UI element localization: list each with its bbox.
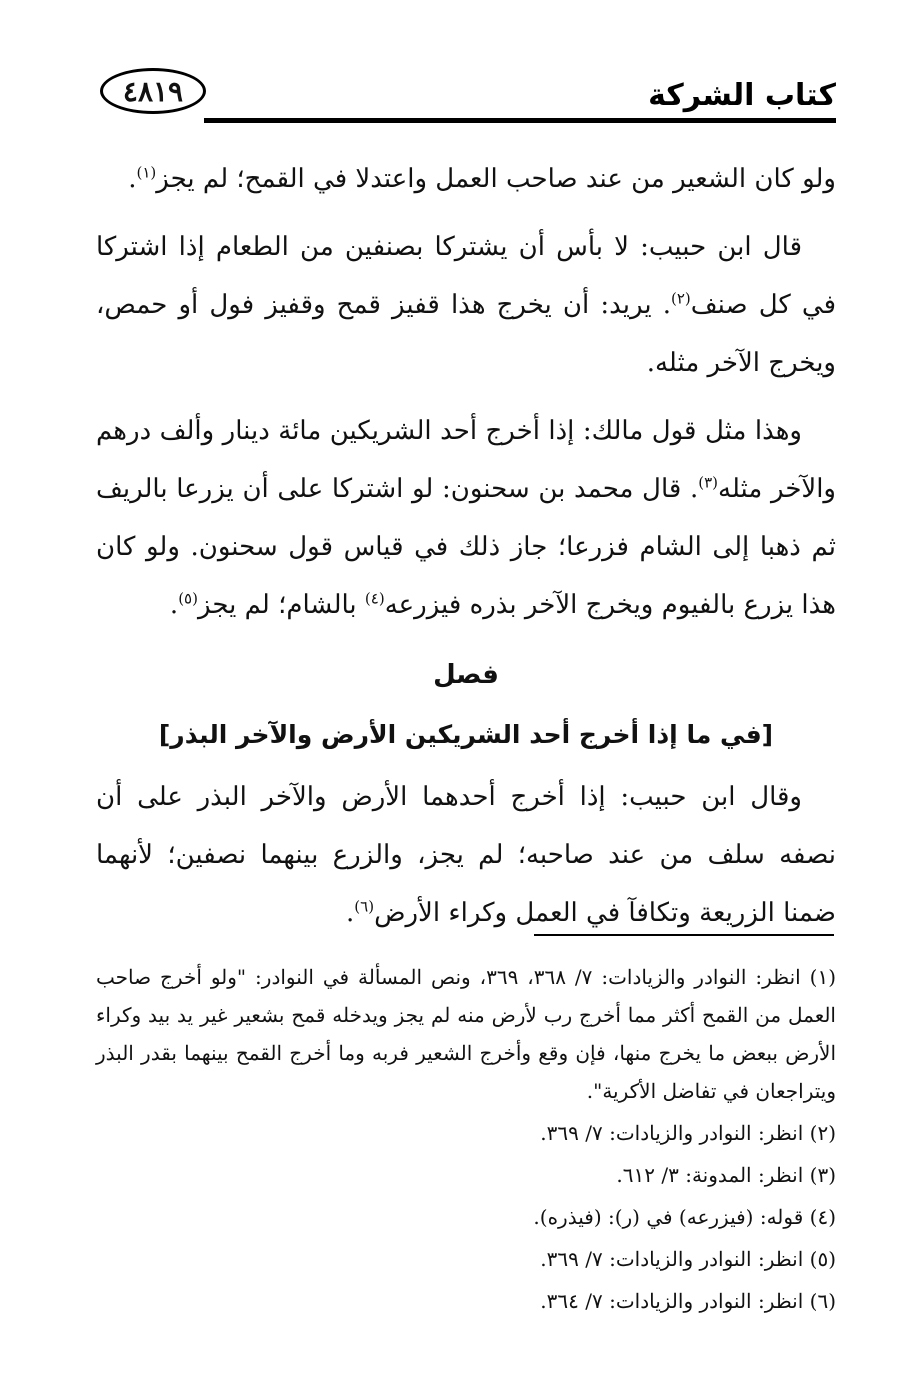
footnote-separator — [534, 934, 834, 936]
footnote: (١) انظر: النوادر والزيادات: ٧/ ٣٦٨، ٣٦٩، ونص المسألة في النوادر: "ولو أخرج صاحب العمل من القمح أكثر مما أخرج رب لأرض منه لم يجز ويدخله قمح بشعير غير يد بيد وكراء الأرض ببعض ما يخرج منها، فإن وقع وأخرج الشعير فربه وما أخرج القمح بينهما بقدر البذر ويتراجعان في تفاضل الأكرية". — [96, 965, 836, 1103]
paragraph — [96, 218, 836, 392]
paragraph-text: . — [169, 590, 179, 620]
paragraph — [96, 768, 836, 942]
footnote-reference[interactable]: (٥) — [178, 589, 198, 608]
page-header — [96, 60, 836, 130]
book-title: كتاب الشركة — [648, 78, 836, 113]
footnote: (٢) انظر: النوادر والزيادات: ٧/ ٣٦٩. — [540, 1121, 836, 1145]
header-rule — [204, 118, 836, 123]
paragraph-text: وقال ابن حبيب: إذا أخرج أحدهما الأرض والآخر البذر على أن نصفه سلف من عند صاحبه؛ لم يجز، والزرع بينهما نصفين؛ لأنهما ضمنا الزريعة وتكافآ في العمل وكراء الأرض — [96, 782, 836, 928]
footnote-reference[interactable]: (٤) — [364, 589, 385, 608]
paragraph — [96, 150, 836, 208]
footnote: (٤) قوله: (فيزرعه) في (ر): (فيذره). — [533, 1205, 836, 1229]
section-title: فصل — [433, 660, 499, 690]
paragraph-text: ولو كان الشعير من عند صاحب العمل واعتدلا في القمح؛ لم يجز — [156, 164, 836, 194]
section-subtitle: [في ما إذا أخرج أحد الشريكين الأرض والآخر البذر] — [158, 720, 774, 749]
footnotes — [96, 958, 836, 1324]
paragraph-text: وهذا مثل قول مالك: إذا أخرج أحد الشريكين مائة دينار وألف درهم والآخر مثله — [96, 416, 836, 504]
paragraph-text: بالشام؛ لم يجز — [197, 590, 365, 620]
paragraph-text: قال ابن حبيب: لا بأس أن يشتركا بصنفين من الطعام إذا اشتركا في كل صنف — [96, 232, 836, 320]
paragraph — [96, 402, 836, 634]
footnote-reference[interactable]: (٣) — [698, 473, 718, 492]
footnote-reference[interactable]: (٦) — [354, 897, 375, 916]
footnote-reference[interactable]: (٢) — [670, 289, 691, 308]
footnote: (٦) انظر: النوادر والزيادات: ٧/ ٣٦٤. — [540, 1289, 836, 1313]
paragraph-text: . قال محمد بن سحنون: لو اشتركا على أن يزرعا بالريف ثم ذهبا إلى الشام فزرعا؛ جاز ذلك في قياس قول سحنون. ولو كان هذا يزرع بالفيوم ويخرج الآخر بذره فيزرعه — [96, 474, 836, 620]
footnote: (٥) انظر: النوادر والزيادات: ٧/ ٣٦٩. — [540, 1247, 836, 1271]
paragraph-text: . — [128, 164, 137, 194]
paragraph-text: . يريد: أن يخرج هذا قفيز قمح وقفيز فول أو حمص، ويخرج الآخر مثله. — [96, 290, 836, 378]
footnote-reference[interactable]: (١) — [136, 163, 157, 182]
main-text — [96, 150, 836, 952]
footnote: (٣) انظر: المدونة: ٣/ ٦١٢. — [616, 1163, 836, 1187]
page-number: ٤٨١٩ — [100, 68, 206, 114]
paragraph-text: . — [346, 898, 355, 928]
